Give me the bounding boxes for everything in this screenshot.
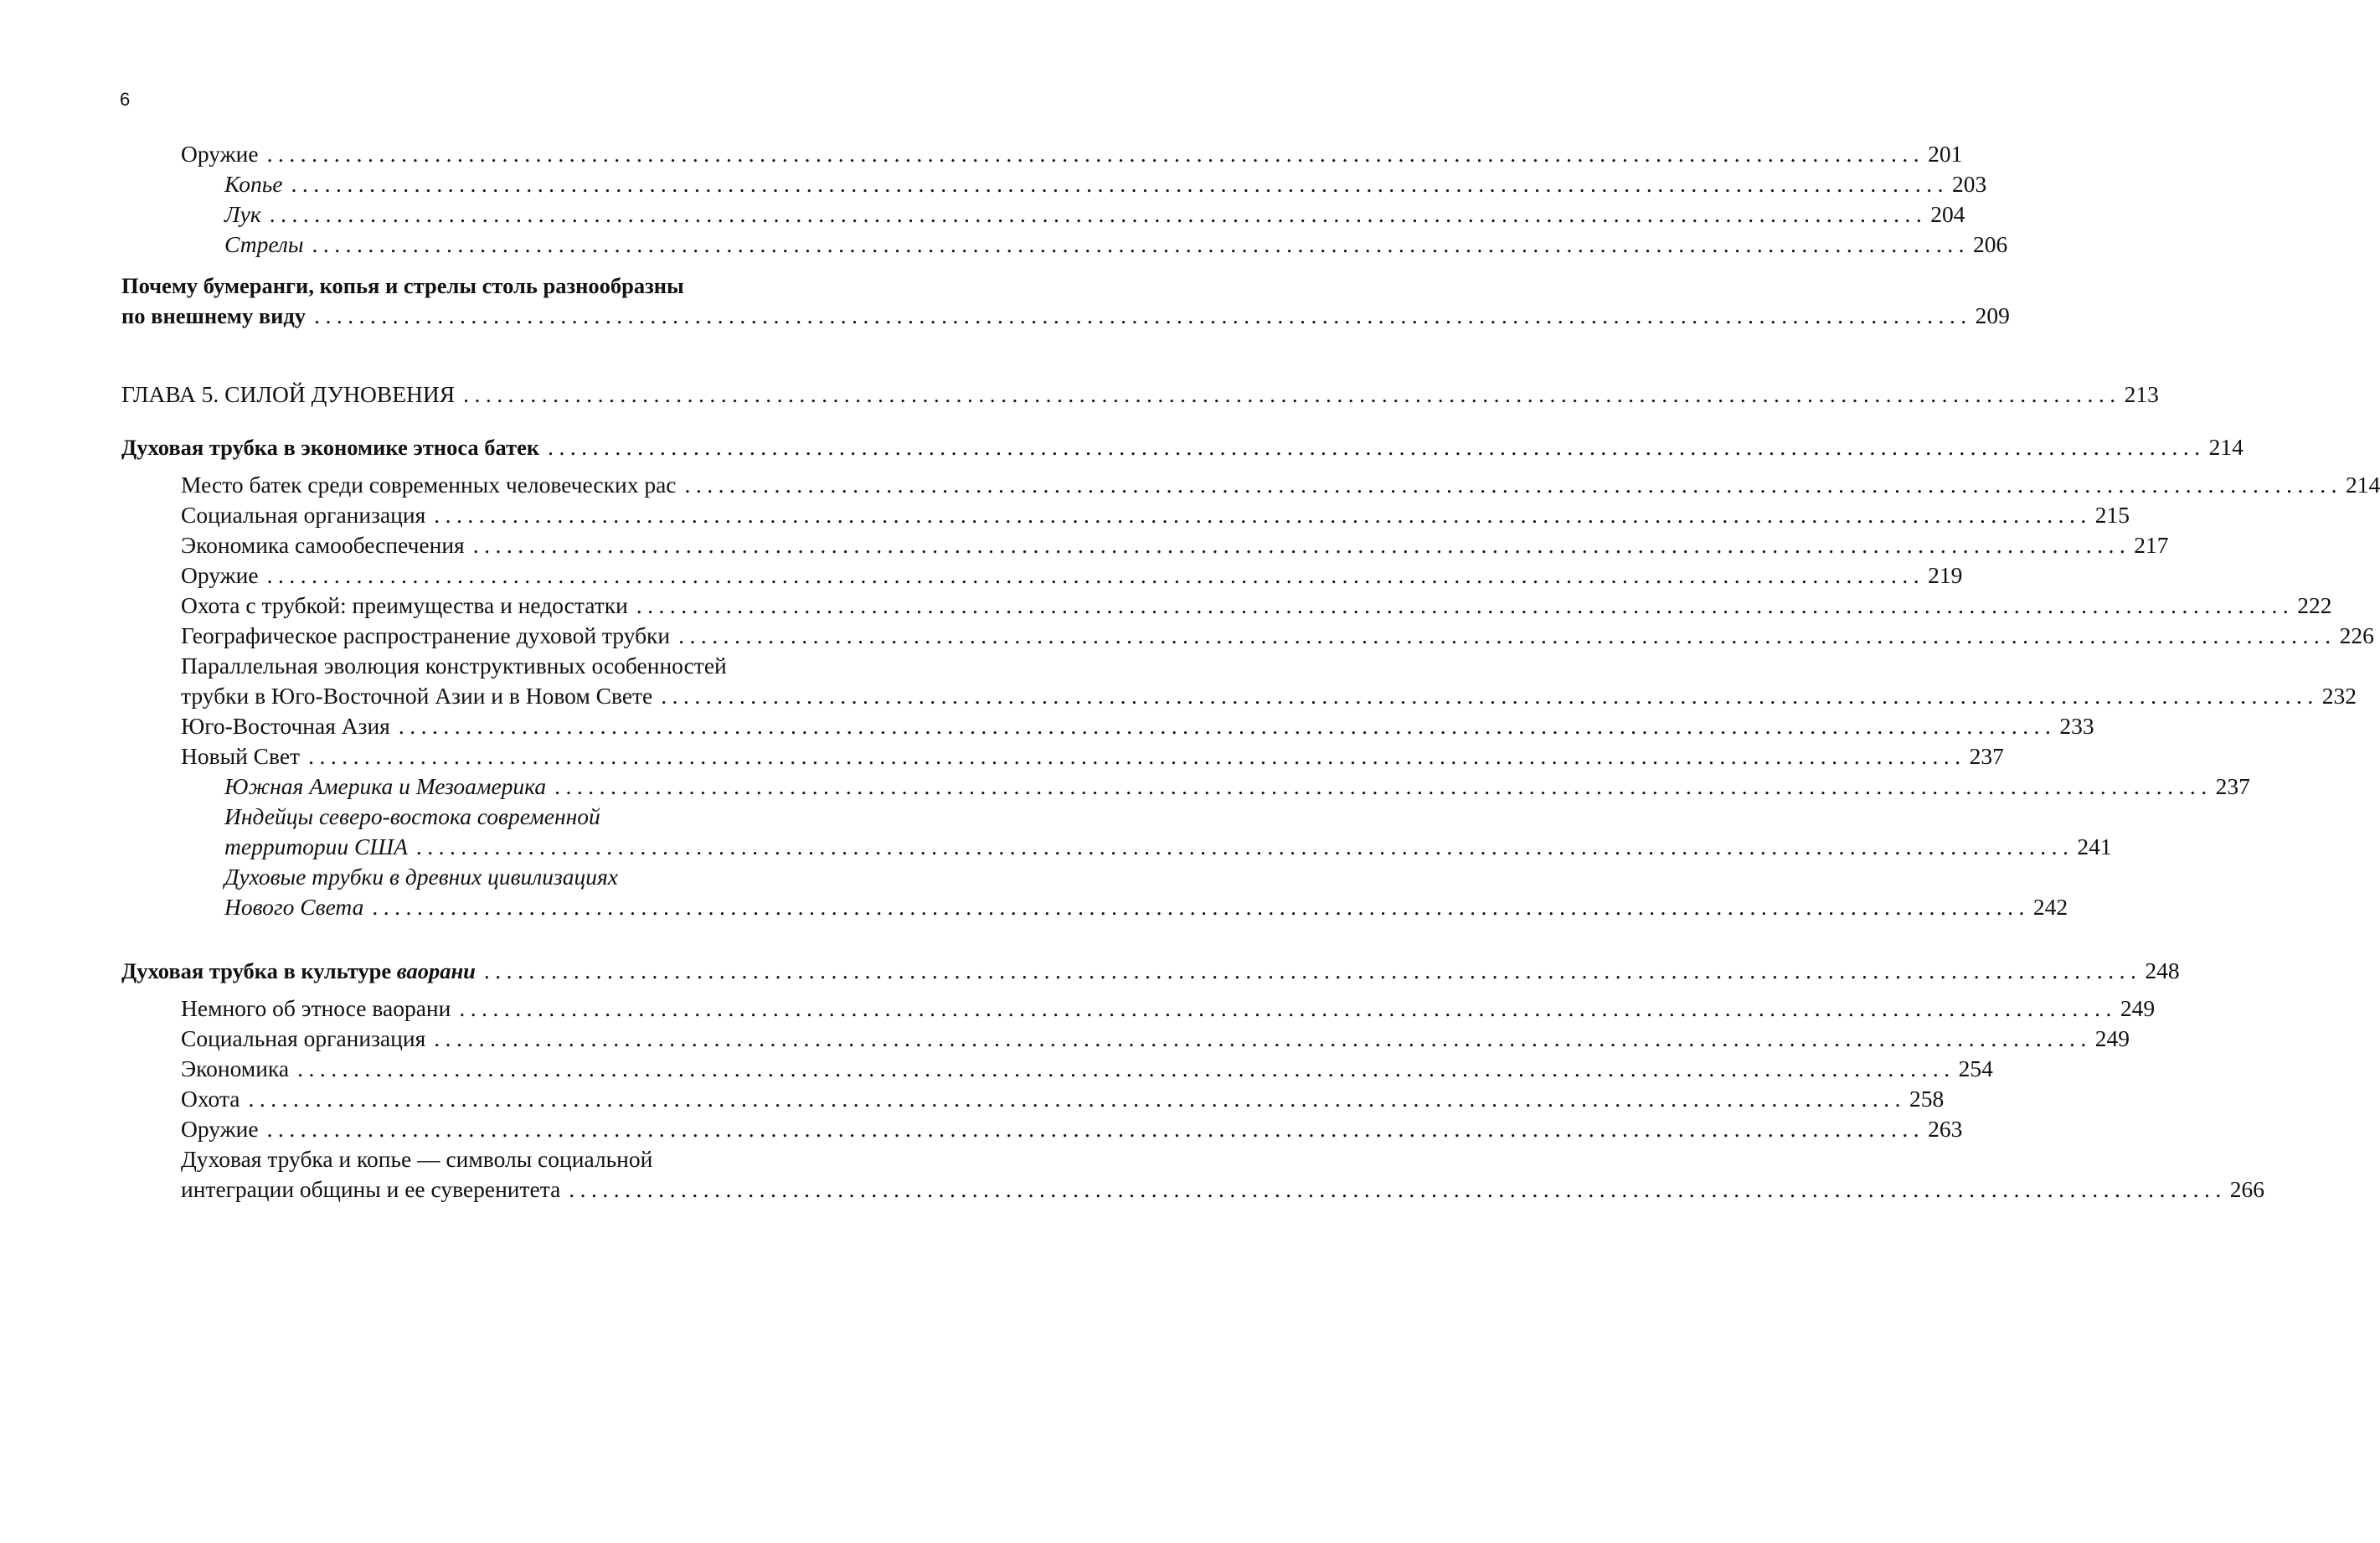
toc-chapter-entry[interactable]: [121, 379, 2159, 410]
toc-entry-page: 213: [2124, 381, 2159, 407]
leader-dots: ....................................................................................................................................................: [636, 592, 2295, 618]
toc-entry-title: трубки в Юго-Восточной Азии и в Новом Свете: [181, 683, 653, 709]
toc-entry-page: 258: [1909, 1086, 1945, 1112]
toc-entry-title-line1[interactable]: Индейцы северо-востока современной: [224, 803, 600, 829]
toc-entry-title: Охота: [181, 1086, 240, 1112]
leader-dots: ....................................................................................................................................................: [678, 622, 2336, 648]
toc-entry[interactable]: [181, 499, 2130, 531]
toc-entry[interactable]: [181, 1053, 1993, 1085]
toc-entry-page: 214: [2208, 434, 2243, 460]
toc-entry-page: 203: [1951, 171, 1987, 197]
toc-entry-page: 204: [1930, 201, 1965, 227]
toc-entry-title: Экономика: [181, 1055, 290, 1081]
toc-entry-title-italic: ваорани: [396, 958, 476, 983]
leader-dots: ....................................................................................................................................................: [661, 683, 2319, 709]
leader-dots: ....................................................................................................................................................: [459, 995, 2117, 1021]
leader-dots: ....................................................................................................................................................: [548, 434, 2206, 460]
leader-dots: ....................................................................................................................................................: [569, 1176, 2227, 1202]
toc-section-entry[interactable]: [121, 955, 2180, 987]
toc-entry-page: 248: [2145, 957, 2180, 983]
toc-entry[interactable]: [181, 993, 2156, 1024]
toc-entry-page: 254: [1958, 1055, 1993, 1081]
toc-entry-title: Охота с трубкой: преимущества и недостатки: [181, 592, 628, 618]
toc-entry-title: Социальная организация: [181, 502, 426, 528]
toc-entry[interactable]: [224, 199, 1965, 230]
toc-entry-page: 242: [2032, 894, 2068, 920]
leader-dots: ....................................................................................................................................................: [415, 833, 2074, 859]
toc-entry-title: Новый Свет: [181, 743, 301, 769]
toc-entry[interactable]: [224, 229, 2008, 261]
toc-entry[interactable]: [181, 138, 1963, 170]
toc-entry-page: 226: [2339, 622, 2374, 648]
toc-entry-title: Географическое распространение духовой трубки: [181, 622, 671, 648]
toc-section-entry[interactable]: [121, 300, 2010, 332]
leader-dots: ....................................................................................................................................................: [291, 171, 1949, 197]
toc-entry-page: 237: [1969, 743, 2004, 769]
toc-entry-title: Нового Света: [224, 894, 364, 920]
toc-entry-title: Оружие: [181, 1116, 259, 1142]
toc-entry[interactable]: [224, 168, 1987, 200]
toc-entry-title: Юго-Восточная Азия: [181, 713, 390, 739]
toc-entry[interactable]: [181, 741, 2004, 772]
toc-entry-page: 215: [2094, 502, 2130, 528]
leader-dots: ....................................................................................................................................................: [266, 562, 1925, 588]
toc-entry-page: 217: [2134, 532, 2169, 558]
leader-dots: ....................................................................................................................................................: [483, 957, 2142, 983]
toc-entry[interactable]: [181, 590, 2332, 622]
toc-entry-page: 233: [2059, 713, 2094, 739]
toc-entry-title: Южная Америка и Мезоамерика: [224, 773, 547, 799]
toc-entry-title: [121, 955, 476, 987]
leader-dots: ....................................................................................................................................................: [248, 1086, 1907, 1112]
leader-dots: ....................................................................................................................................................: [684, 472, 2342, 498]
leader-dots: ....................................................................................................................................................: [266, 141, 1925, 167]
toc-entry-page: 266: [2229, 1176, 2265, 1202]
toc-entry[interactable]: [224, 771, 2250, 802]
toc-entry-page: 232: [2321, 683, 2357, 709]
toc-entry-title: Социальная организация: [181, 1025, 426, 1051]
leader-dots: ....................................................................................................................................................: [434, 1025, 2092, 1051]
toc-entry-page: 209: [1975, 302, 2010, 328]
toc-entry[interactable]: [181, 680, 2357, 712]
toc-entry-title-line1[interactable]: Духовые трубки в древних цивилизациях: [224, 864, 619, 890]
toc-entry-title: Экономика самообеспечения: [181, 532, 465, 558]
leader-dots: ....................................................................................................................................................: [312, 231, 1970, 257]
leader-dots: ....................................................................................................................................................: [472, 532, 2131, 558]
toc-entry-title-prefix: Духовая трубка в культуре: [121, 958, 397, 983]
toc-entry-title: Немного об этносе ваорани: [181, 995, 451, 1021]
toc-entry-title: Место батек среди современных человеческих рас: [181, 472, 677, 498]
leader-dots: ....................................................................................................................................................: [463, 381, 2121, 407]
toc-entry-title: Копье: [224, 171, 283, 197]
toc-entry[interactable]: [181, 620, 2374, 652]
toc-entry-title: Лук: [224, 201, 261, 227]
page-number: 6: [120, 89, 131, 110]
toc-entry-page: 206: [1972, 231, 2008, 257]
toc-entry[interactable]: [181, 710, 2094, 742]
toc-entry-title: по внешнему виду: [121, 303, 307, 328]
toc-entry-title: Оружие: [181, 562, 259, 588]
toc-entry-page: 201: [1928, 141, 1963, 167]
toc-entry[interactable]: [224, 891, 2068, 923]
toc-entry[interactable]: [181, 1174, 2265, 1205]
toc-entry-title: Стрелы: [224, 231, 304, 257]
toc-entry[interactable]: [181, 1083, 1945, 1115]
toc-section-entry[interactable]: [121, 431, 2243, 463]
leader-dots: ....................................................................................................................................................: [434, 502, 2092, 528]
toc-entry[interactable]: [181, 1113, 1963, 1145]
toc-entry[interactable]: [224, 831, 2112, 863]
toc-entry[interactable]: [181, 469, 2380, 501]
toc-entry-page: 237: [2215, 773, 2250, 799]
leader-dots: ....................................................................................................................................................: [372, 894, 2030, 920]
leader-dots: ....................................................................................................................................................: [554, 773, 2213, 799]
leader-dots: ....................................................................................................................................................: [266, 1116, 1925, 1142]
leader-dots: ....................................................................................................................................................: [297, 1055, 1955, 1081]
leader-dots: ....................................................................................................................................................: [308, 743, 1966, 769]
toc-section-title-line1[interactable]: Почему бумеранги, копья и стрелы столь разнообразны: [121, 273, 684, 298]
toc-entry[interactable]: [181, 1023, 2130, 1055]
toc-entry-page: 219: [1928, 562, 1963, 588]
toc-entry-page: 249: [2120, 995, 2156, 1021]
leader-dots: ....................................................................................................................................................: [398, 713, 2057, 739]
chapter-title: ГЛАВА 5. СИЛОЙ ДУНОВЕНИЯ: [121, 381, 456, 407]
toc-entry-title-line1[interactable]: Параллельная эволюция конструктивных особенностей: [181, 653, 727, 679]
toc-entry-title: интеграции общины и ее суверенитета: [181, 1176, 561, 1202]
toc-entry-title: территории США: [224, 833, 408, 859]
toc-entry-title-line1[interactable]: Духовая трубка и копье — символы социальной: [181, 1146, 653, 1172]
leader-dots: ....................................................................................................................................................: [314, 302, 1972, 328]
toc-entry[interactable]: [181, 560, 1963, 591]
toc-entry-title: Оружие: [181, 141, 259, 167]
toc-entry-page: 214: [2345, 472, 2380, 498]
toc-entry-page: 249: [2094, 1025, 2130, 1051]
toc-entry-title: Духовая трубка в экономике этноса батек: [121, 435, 540, 460]
toc-entry-page: 263: [1928, 1116, 1963, 1142]
toc-entry-page: 222: [2297, 592, 2332, 618]
toc-entry[interactable]: [181, 529, 2169, 561]
toc-entry-page: 241: [2077, 833, 2112, 859]
leader-dots: ....................................................................................................................................................: [269, 201, 1928, 227]
